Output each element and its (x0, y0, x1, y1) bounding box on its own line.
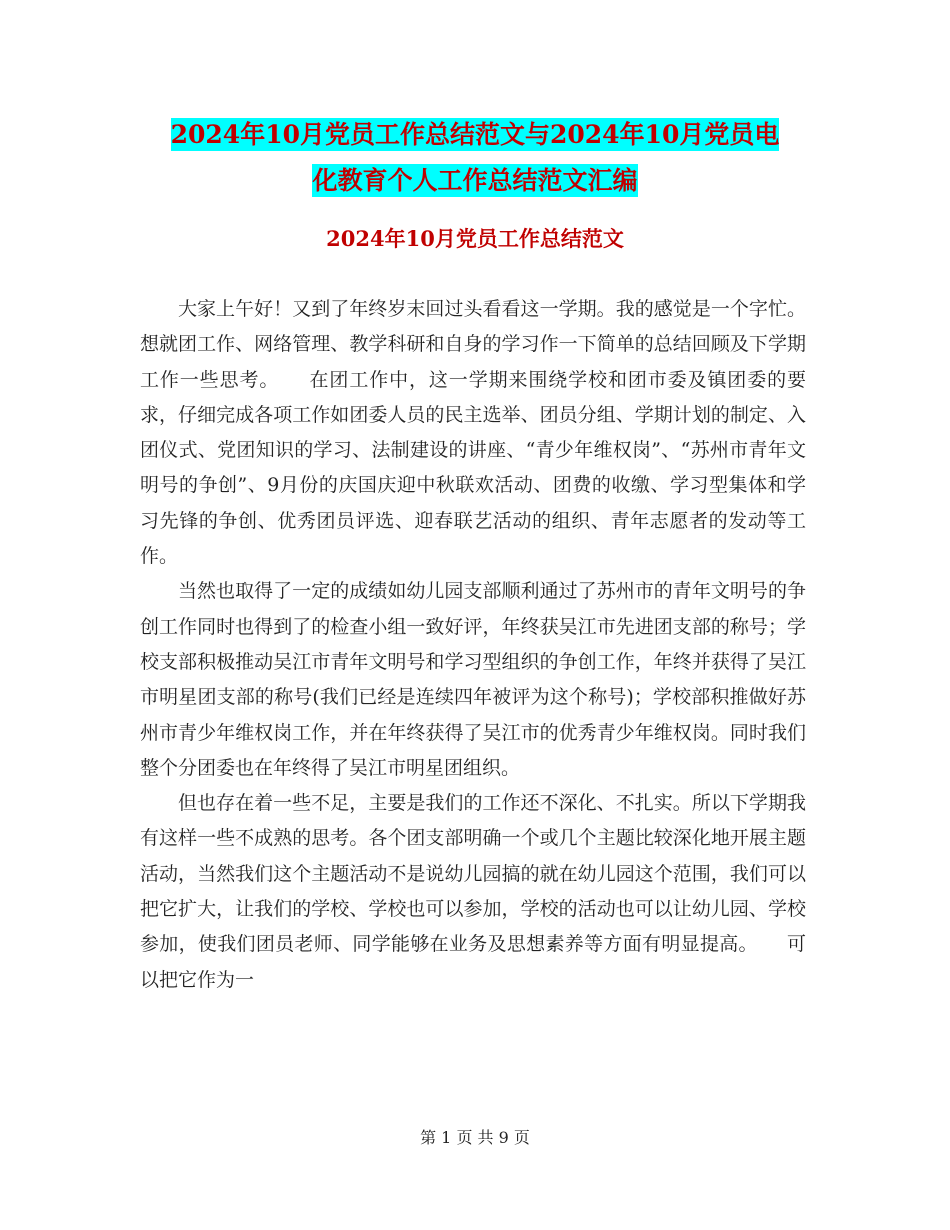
paragraph: 当然也取得了一定的成绩如幼儿园支部顺利通过了苏州市的青年文明号的争创工作同时也得到了的检查小组一致好评，年终获吴江市先进团支部的称号；学校支部积极推动吴江市青年文明号和学习型组织的争创工作，年终并获得了吴江市明星团支部的称号(我们已经是连续四年被评为这个称号)；学校部积推做好苏州市青少年维权岗工作，并在年终获得了吴江市的优秀青少年维权岗。同时我们整个分团委也在年终得了吴江市明星团组织。 (140, 580, 806, 779)
page-number-footer: 第 1 页 共 9 页 (420, 1128, 530, 1147)
section-heading: 2024年10月党员工作总结范文 (326, 226, 624, 251)
paragraph: 但也存在着一些不足，主要是我们的工作还不深化、不扎实。所以下学期我有这样一些不成熟的思考。各个团支部明确一个或几个主题比较深化地开展主题活动，当然我们这个主题活动不是说幼儿园搞的就在幼儿园这个范围，我们可以把它扩大，让我们的学校、学校也可以参加，学校的活动也可以让幼儿园、学校参加，使我们团员老师、同学能够在业务及思想素养等方面有明显提高。 可以把它作为一 (140, 792, 806, 991)
paragraph: 大家上午好！又到了年终岁末回过头看看这一学期。我的感觉是一个字忙。想就团工作、网络管理、教学科研和自身的学习作一下简单的总结回顾及下学期工作一些思考。 在团工作中，这一学期来围绕学校和团市委及镇团委的要求，仔细完成各项工作如团委人员的民主选举、团员分组、学期计划的制定、入团仪式、党团知识的学习、法制建设的讲座、“青少年维权岗”、“苏州市青年文明号的争创”、9月份的庆国庆迎中秋联欢活动、团费的收缴、学习型集体和学习先锋的争创、优秀团员评选、迎春联艺活动的组织、青年志愿者的发动等工作。 (140, 298, 806, 568)
body-text (140, 292, 806, 998)
document-title-line-1: 2024年10月党员工作总结范文与2024年10月党员电 (170, 120, 780, 149)
document-title-line-2: 化教育个人工作总结范文汇编 (312, 166, 638, 195)
document-title (140, 112, 810, 204)
